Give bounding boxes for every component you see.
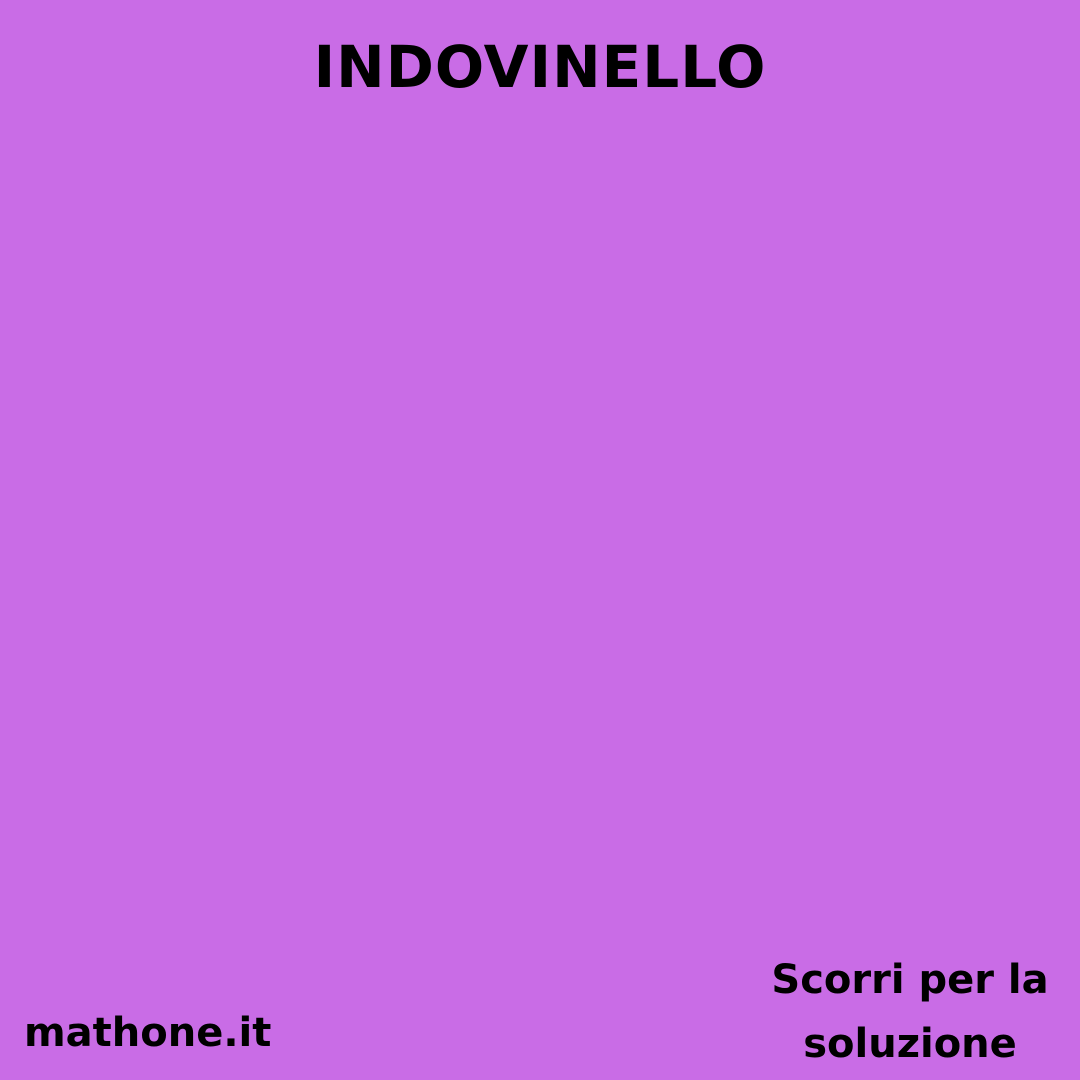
scroll-hint-line-1: Scorri per la (771, 957, 1049, 1003)
website-label: mathone.it (24, 1010, 272, 1056)
scroll-hint-line-2: soluzione (803, 1021, 1017, 1067)
page-title: INDOVINELLO (313, 33, 767, 101)
scroll-hint (730, 948, 1080, 1076)
